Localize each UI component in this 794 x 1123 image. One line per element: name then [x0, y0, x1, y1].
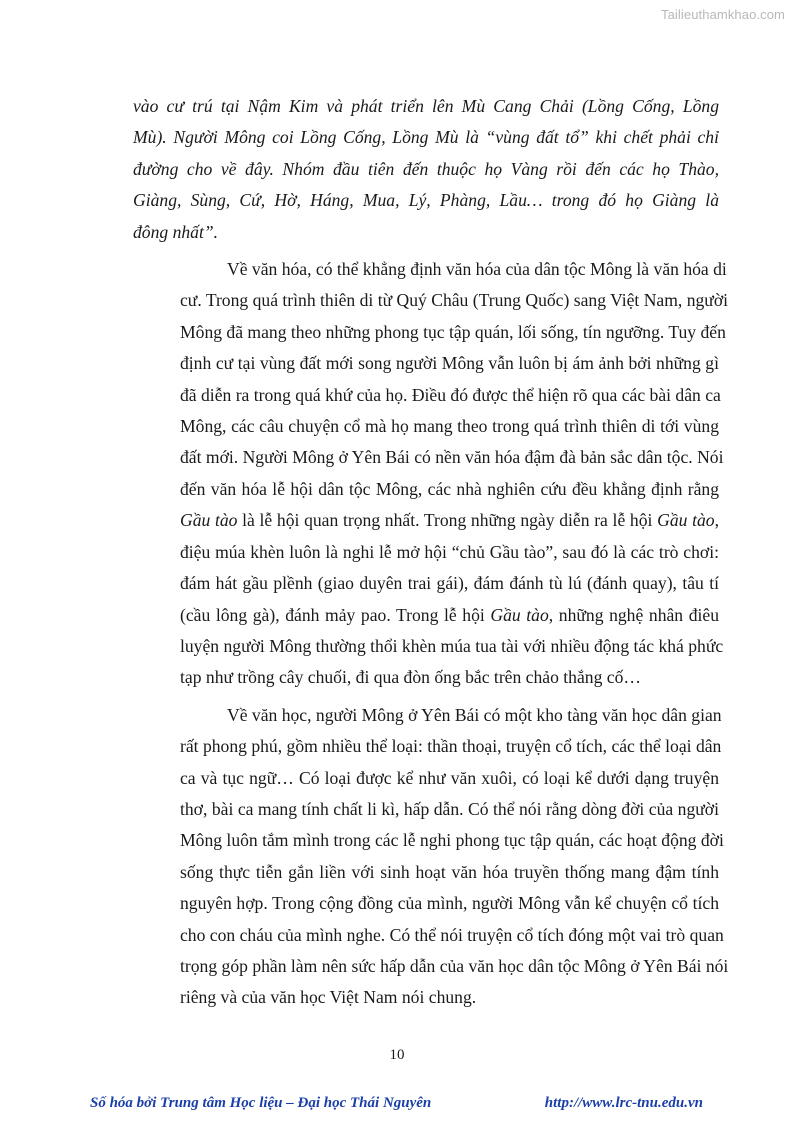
text-line: Mông luôn tắm mình trong các lễ nghi phong tục tập quán, các hoạt động đời	[180, 830, 724, 851]
text-line: Gầu tào là lễ hội quan trọng nhất. Trong những ngày diễn ra lễ hội Gầu tào,	[180, 510, 719, 531]
text-line: cư. Trong quá trình thiên di từ Quý Châu (Trung Quốc) sang Việt Nam, người	[180, 290, 729, 311]
footer-digitized-by: Số hóa bởi Trung tâm Học liệu – Đại học Thái Nguyên	[90, 1095, 432, 1111]
italic-term: Gầu tào	[490, 604, 549, 625]
text-line: Về văn hóa, có thể khẳng định văn hóa của dân tộc Mông là văn hóa di	[227, 259, 727, 280]
text-line: Mù). Người Mông coi Lồng Cống, Lồng Mù là “vùng đất tổ” khi chết phải chỉ	[133, 127, 719, 148]
text-line: (cầu lông gà), đánh mảy pao. Trong lễ hội Gầu tào, những nghệ nhân điêu	[180, 604, 719, 625]
text-line: ca và tục ngữ… Có loại được kể như văn xuôi, có loại kể dưới dạng truyện	[180, 767, 719, 788]
text-line: trọng góp phần làm nên sức hấp dẫn của văn học dân tộc Mông ở Yên Bái nói	[180, 955, 729, 976]
text-line: định cư tại vùng đất mới song người Mông vẫn luôn bị ám ảnh bởi những gì	[180, 353, 719, 374]
text-line: đến văn hóa lễ hội dân tộc Mông, các nhà nghiên cứu đều khẳng định rằng	[180, 478, 719, 499]
text-line: vào cư trú tại Nậm Kim và phát triển lên Mù Cang Chải (Lồng Cống, Lồng	[133, 96, 719, 116]
paragraph-literature	[133, 700, 729, 1014]
text-line: luyện người Mông thường thổi khèn múa tua tài với nhiều động tác khá phức	[180, 635, 724, 656]
italic-term: Gầu tào	[657, 510, 715, 531]
text-line: Mông, các câu chuyện cổ mà họ mang theo trong quá trình thiên di tới vùng	[180, 416, 719, 437]
text-line: đã diễn ra trong quá khứ của họ. Điều đó được thể hiện rõ qua các bài dân ca	[180, 384, 721, 405]
text-line: đường cho về đây. Nhóm đầu tiên đến thuộc họ Vàng rồi đến các họ Thào,	[133, 158, 719, 179]
text-line: cho con cháu của mình nghe. Có thể nói truyện cổ tích đóng một vai trò quan	[180, 924, 724, 945]
watermark-text: Tailieuthamkhao.com	[660, 7, 785, 22]
footer-url-link[interactable]: http://www.lrc-tnu.edu.vn	[544, 1095, 703, 1111]
text-line: đông nhất”.	[133, 221, 219, 242]
text-line: thơ, bài ca mang tính chất li kì, hấp dẫn. Có thể nói rằng dòng đời của người	[180, 798, 719, 819]
paragraph-culture	[133, 254, 729, 694]
text-line: đất mới. Người Mông ở Yên Bái có nền văn hóa đậm đà bản sắc dân tộc. Nói	[180, 447, 724, 468]
text-line: riêng và của văn học Việt Nam nói chung.	[180, 987, 477, 1008]
text-line: nguyên hợp. Trong cộng đồng của mình, người Mông vẫn kể chuyện cổ tích	[180, 893, 719, 914]
text-line: Mông đã mang theo những phong tục tập quán, lối sống, tín ngưỡng. Tuy đến	[180, 321, 726, 342]
text-line: đám hát gầu plềnh (giao duyên trai gái), đám đánh tù lú (đánh quay), tâu tí	[180, 573, 719, 594]
body-text	[133, 91, 729, 1014]
text-line: Về văn học, người Mông ở Yên Bái có một kho tàng văn học dân gian	[227, 704, 722, 725]
text-line: tạp như trồng cây chuối, đi qua đòn ống bắc trên chảo thắng cố…	[180, 667, 641, 688]
page-number: 10	[389, 1047, 405, 1063]
text-line: điệu múa khèn luôn là nghi lễ mở hội “chủ Gầu tào”, sau đó là các trò chơi:	[180, 541, 719, 562]
text-line: sống thực tiễn gắn liền với sinh hoạt văn hóa truyền thống mang đậm tính	[180, 861, 719, 882]
italic-term: Gầu tào	[180, 510, 238, 531]
text-line: rất phong phú, gồm nhiều thể loại: thần thoại, truyện cổ tích, các thể loại dân	[180, 736, 722, 757]
text-line: Giàng, Sùng, Cứ, Hờ, Háng, Mua, Lý, Phàng, Lầu… trong đó họ Giàng là	[133, 190, 719, 211]
paragraph-quote	[133, 91, 719, 248]
